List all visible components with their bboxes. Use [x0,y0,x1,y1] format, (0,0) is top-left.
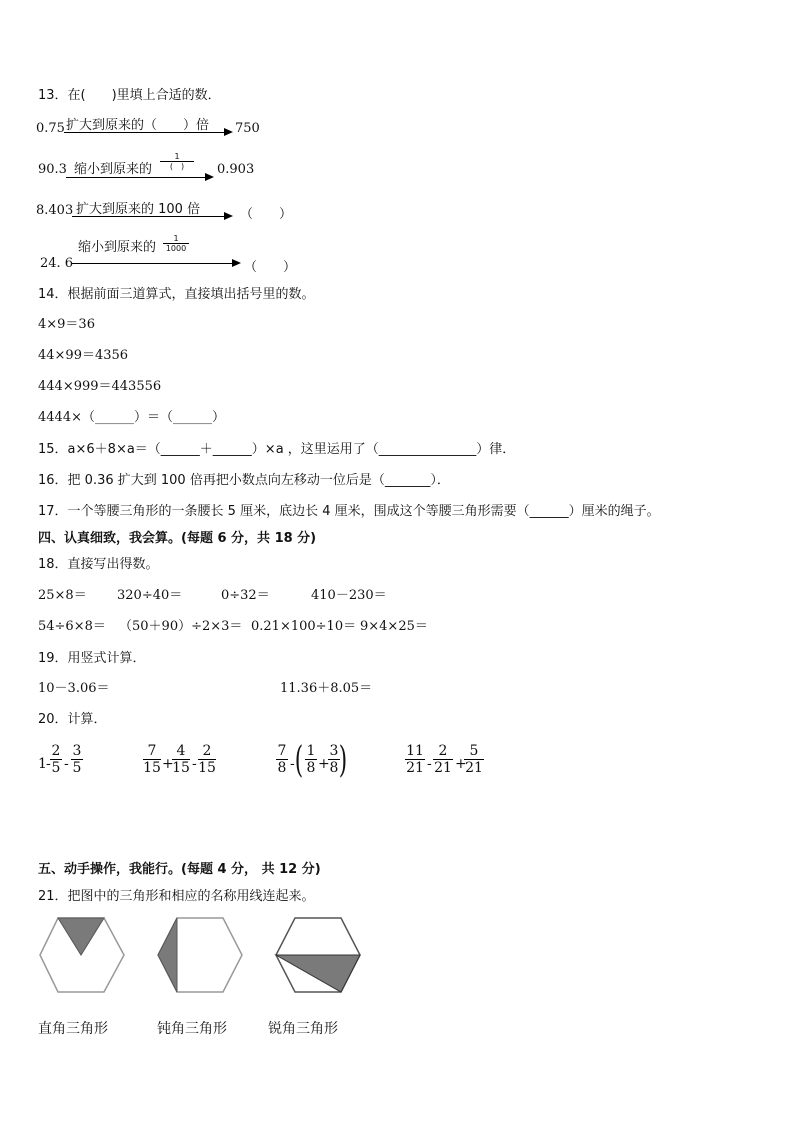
q19-title: 19．用竖式计算． [38,651,146,666]
q13-r1-label: 扩大到原来的（ ）倍 [66,118,210,133]
q13-r2-num: 1 [174,152,180,161]
q21-title: 21．把图中的三角形和相应的名称用线连起来。 [38,889,315,904]
q13-r2-right: 0.903 [217,162,255,177]
hexagon-figure-3 [273,915,363,995]
e2-frac1: 7 15 [143,743,161,776]
q13-r4-left: 24. 6 [40,256,74,271]
obtuse-triangle-shape [158,918,177,992]
q13-r4-label: 缩小到原来的 [78,240,157,255]
q13-r2-fraction [160,152,194,171]
q13-title: 13．在( )里填上合适的数． [38,88,221,103]
q18-r2-c2: （50＋90）÷2×3＝ [119,619,243,634]
q13-r3-right: （ ） [240,207,293,222]
e1-frac2: 3 5 [72,743,82,776]
q17-text: 17．一个等腰三角形的一条腰长 5 厘米，底边长 4 厘米，围成这个等腰三角形需要（______）厘米的绳子。 [38,504,660,519]
q13-r1-arrowhead [224,128,233,136]
e1-op1: - [46,756,51,772]
q13-r1-arrow [64,132,224,133]
q13-r4-right: （ ） [244,260,297,275]
q13-r2-label: 缩小到原来的 [74,162,153,177]
e1-frac1: 2 5 [51,743,61,776]
q20-title: 20．计算． [38,712,107,727]
q18-r1-c1: 25×8＝ [38,588,87,603]
q19-expr-a: 10－3.06＝ [38,681,110,696]
q16-text: 16．把 0.36 扩大到 100 倍再把小数点向左移动一位后是（_______）． [38,473,450,488]
q13-r2-left: 90.3 [38,162,67,177]
section4-heading: 四、认真细致，我会算。(每题 6 分，共 18 分) [38,531,317,546]
e4-op2: + [455,756,467,772]
e3-frac1: 7 8 [277,743,287,776]
q14-line-4: 4444×（______）＝（______） [38,410,225,425]
q18-r2-c1: 54÷6×8＝ [38,619,106,634]
q13-r4-num: 1 [173,234,179,243]
e3-op2: + [318,756,330,772]
q13-r3-arrow [72,216,224,217]
e3-frac2: 1 8 [306,743,316,776]
q13-r2-arrow [66,177,206,178]
q14-line-2: 44×99＝4356 [38,348,129,363]
q13-r4-arrowhead [232,259,241,267]
q15-text: 15．a×6＋8×a＝（______＋______）×a ，这里运用了（_______________）律． [38,442,516,457]
q13-r1-right: 750 [235,121,260,136]
e3-op1: - [290,756,295,772]
q14-title: 14．根据前面三道算式，直接填出括号里的数。 [38,287,315,302]
q13-r2-den: ( ) [169,162,185,171]
q13-r3-left: 8.403 [36,203,74,218]
q13-r4-den: 1000 [165,244,187,253]
q18-r1-c4: 410－230＝ [311,588,387,603]
e2-op1: + [162,756,174,772]
q13-r2-arrowhead [205,173,214,181]
e4-frac2: 2 21 [434,743,452,776]
q18-r2-c4: 9×4×25＝ [360,619,428,634]
label-obtuse-triangle: 钝角三角形 [157,1021,227,1037]
e4-frac3: 5 21 [465,743,483,776]
label-acute-triangle: 锐角三角形 [268,1021,338,1037]
q19-expr-b: 11.36＋8.05＝ [280,681,373,696]
q14-line-3: 444×999＝443556 [38,379,162,394]
label-right-triangle: 直角三角形 [38,1021,108,1037]
e3-paren-close: ) [338,740,348,781]
e2-op2: - [192,756,197,772]
section5-heading: 五、动手操作，我能行。(每题 4 分， 共 12 分) [38,862,321,877]
e3-paren-open: ( [294,740,304,781]
e1-whole: 1 [38,756,47,772]
q13-r4-fraction [163,234,189,253]
q13-r3-arrowhead [224,212,233,220]
q18-r1-c3: 0÷32＝ [221,588,270,603]
e3-frac3: 3 8 [329,743,339,776]
q18-r1-c2: 320÷40＝ [117,588,183,603]
e2-frac2: 4 15 [172,743,190,776]
q18-r2-c3: 0.21×100÷10＝ [251,619,357,634]
q13-r4-arrow [72,263,232,264]
q14-line-1: 4×9＝36 [38,317,95,332]
hexagon-figure-2 [155,915,245,995]
q13-r1-left: 0.75 [36,121,65,136]
q18-title: 18．直接写出得数。 [38,557,159,572]
e1-op2: - [64,756,69,772]
q13-r3-label: 扩大到原来的 100 倍 [76,202,201,217]
hexagon-figure-1 [38,915,128,995]
e4-op1: - [427,756,432,772]
e2-frac3: 2 15 [198,743,216,776]
e4-frac1: 11 21 [406,743,424,776]
